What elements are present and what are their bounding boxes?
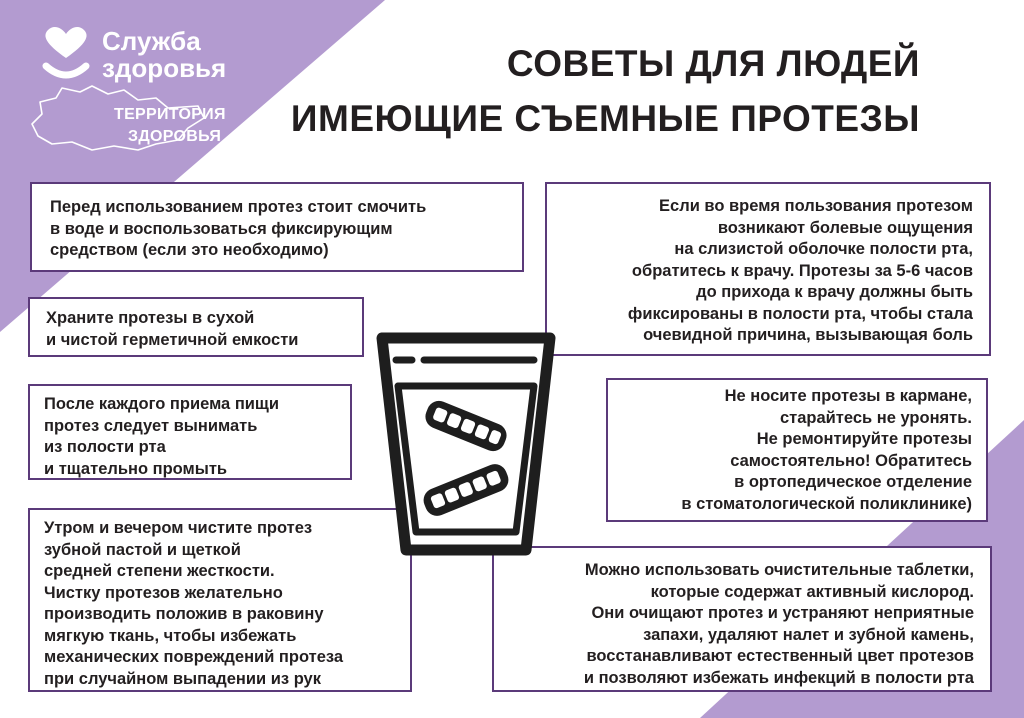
tip-line: Они очищают протез и устраняют неприятные — [591, 604, 974, 622]
brand-line-2: здоровья — [102, 53, 227, 83]
tip-line: фиксированы в полости рта, чтобы стала — [627, 304, 973, 323]
tip-line: и тщательно промыть — [44, 459, 228, 478]
title-line-2: ИМЕЮЩИЕ СЪЕМНЫЕ ПРОТЕЗЫ — [290, 98, 920, 139]
tip-line: возникают болевые ощущения — [717, 218, 973, 237]
tip-line: производить положив в раковину — [44, 605, 324, 623]
heart-smile-icon — [38, 24, 94, 86]
tip-line: Утром и вечером чистите протез — [44, 519, 313, 537]
territory-line-1: ТЕРРИТОРИЯ — [114, 106, 226, 123]
tip-pocket — [606, 378, 988, 522]
tip-line: механических повреждений протеза — [44, 648, 344, 666]
tip-line: Не носите протезы в кармане, — [724, 387, 972, 405]
territory-logo — [28, 84, 228, 154]
tip-line: Не ремонтируйте протезы — [756, 430, 972, 448]
tip-line: старайтесь не уронять. — [779, 408, 972, 427]
tip-brush — [28, 508, 412, 692]
tip-tablets — [492, 546, 992, 692]
tip-line: протез следует вынимать — [44, 416, 258, 435]
tip-soak — [30, 182, 524, 272]
tip-line: запахи, удаляют налет и зубной камень, — [643, 625, 974, 644]
tip-line: средством (если это необходимо) — [50, 241, 329, 259]
tip-line: до прихода к врачу должны быть — [696, 283, 973, 301]
tip-line: из полости рта — [44, 438, 166, 456]
tip-line: Перед использованием протез стоит смочить — [50, 198, 427, 216]
tip-line: средней степени жесткости. — [44, 562, 275, 580]
tip-line: при случайном выпадении из рук — [44, 669, 321, 688]
page-title — [291, 36, 920, 146]
tip-line: зубной пастой и щеткой — [44, 540, 241, 559]
tip-line: в стоматологической поликлинике) — [681, 494, 972, 513]
tip-line: на слизистой оболочке полости рта, — [674, 240, 973, 258]
tip-pain — [545, 182, 991, 356]
tip-line: в воде и воспользоваться фиксирующим — [50, 219, 393, 238]
tip-line: Если во время пользования протезом — [659, 197, 973, 215]
tip-line: После каждого приема пищи — [44, 395, 279, 413]
tip-line: и чистой герметичной емкости — [46, 330, 299, 349]
tip-line: восстанавливают естественный цвет протезов — [586, 647, 974, 665]
tip-line: обратитесь к врачу. Протезы за 5-6 часов — [631, 261, 973, 280]
brand-line-1: Служба — [102, 26, 201, 56]
brand-name — [102, 28, 302, 82]
tip-line: самостоятельно! Обратитесь — [730, 451, 972, 470]
tip-line: которые содержат активный кислород. — [650, 582, 974, 601]
tip-store — [28, 297, 364, 357]
title-line-1: СОВЕТЫ ДЛЯ ЛЮДЕЙ — [506, 43, 920, 84]
tip-rinse — [28, 384, 352, 480]
territory-line-2: ЗДОРОВЬЯ — [128, 128, 222, 145]
glass-with-dentures-icon — [370, 328, 562, 560]
tip-line: Чистку протезов желательно — [44, 583, 283, 602]
tip-line: мягкую ткань, чтобы избежать — [44, 626, 297, 645]
tip-line: Можно использовать очистительные таблетки, — [584, 561, 974, 579]
tip-line: очевидной причина, вызывающая боль — [643, 326, 973, 344]
tip-line: и позволяют избежать инфекций в полости рта — [583, 668, 974, 687]
tip-line: Храните протезы в сухой — [46, 309, 255, 327]
tip-line: в ортопедическое отделение — [734, 473, 972, 491]
